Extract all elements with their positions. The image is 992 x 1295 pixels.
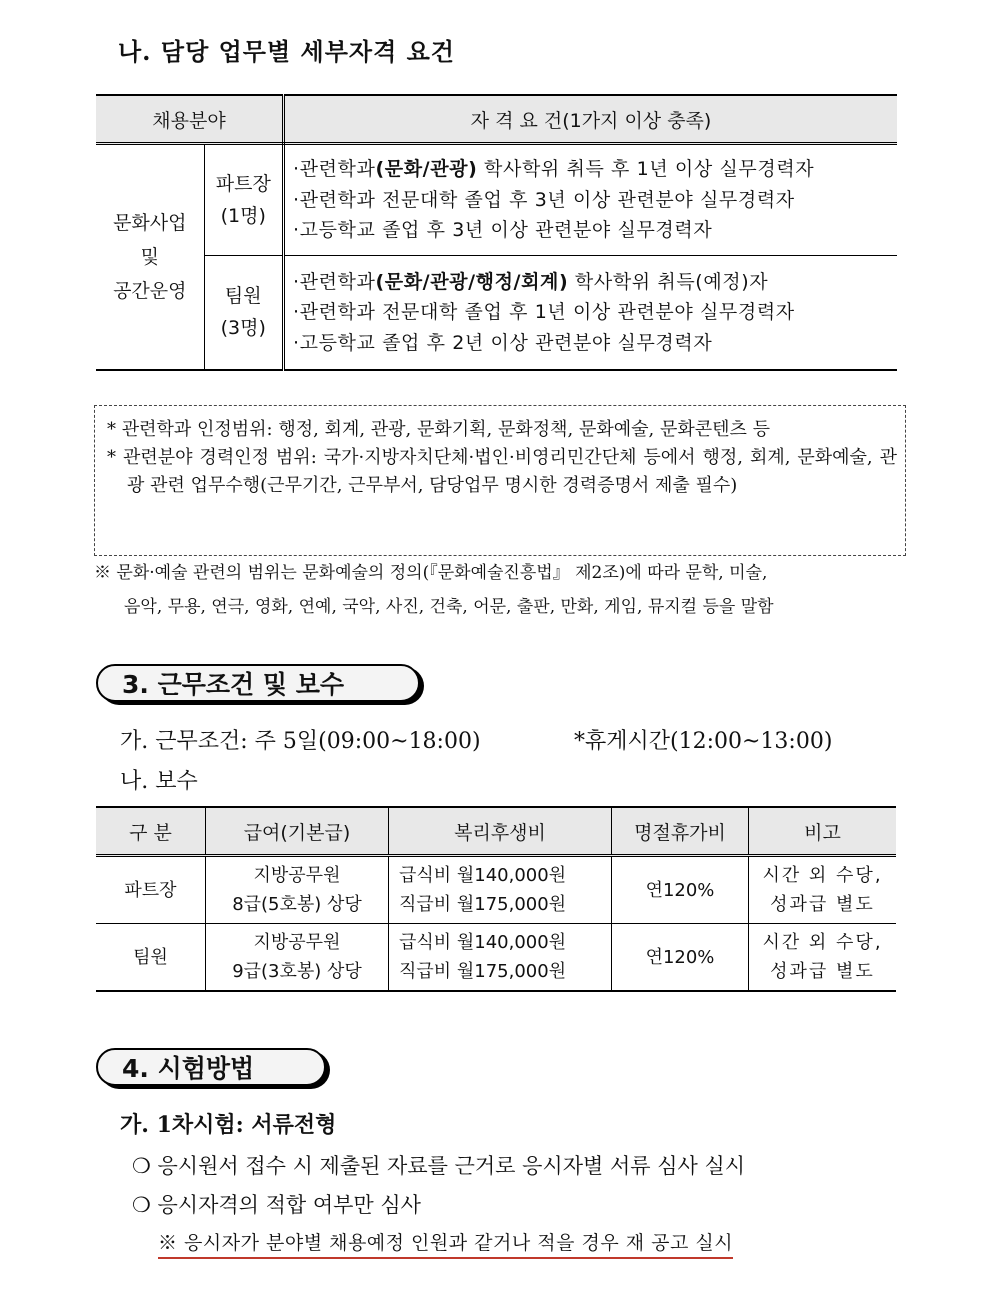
exam-bullet: ❍ 응시원서 접수 시 제출된 자료를 근거로 응시자별 서류 심사 실시 [132, 1154, 746, 1178]
pay-header: 비고 [749, 807, 897, 856]
requirements-cell [284, 256, 898, 370]
group-line: 공간운영 [113, 279, 187, 302]
notes-box [94, 405, 906, 556]
qual-group-cell [96, 144, 204, 370]
role-cell [204, 144, 283, 256]
table-row [96, 856, 896, 924]
pay-category: 팀원 [133, 946, 168, 968]
pay-header: 구 분 [96, 807, 206, 856]
role-cell [204, 256, 283, 370]
pay-header: 명절휴가비 [612, 807, 749, 856]
requirement-line: ·고등학교 졸업 후 3년 이상 관련분야 실무경력자 [293, 219, 713, 242]
remark-line: ※ 문화·예술 관련의 범위는 문화예술의 정의(『문화예술진흥법』 제2조)에 따라 문학, 미술, [94, 563, 768, 583]
exam-bullet: ❍ 응시자격의 적합 여부만 심사 [132, 1193, 421, 1217]
requirement-line: ·관련학과(문화/관광) 학사학위 취득 후 1년 이상 실무경력자 [293, 158, 815, 181]
table-row [96, 924, 896, 992]
sub-heading: 나. 담당 업무별 세부자격 요건 [118, 37, 455, 66]
requirement-line: ·고등학교 졸업 후 2년 이상 관련분야 실무경력자 [293, 331, 713, 354]
role-line: (1명) [220, 205, 266, 227]
pay-note: 시간 외 수당, 성과급 별도 [749, 856, 897, 924]
requirements-cell [284, 144, 898, 256]
requirement-line: ·관련학과(문화/관광/행정/회계) 학사학위 취득(예정)자 [293, 270, 769, 293]
group-line: 및 [140, 245, 159, 268]
section-3-title: 3. 근무조건 및 보수 [96, 664, 420, 702]
note-item: * 관련분야 경력인정 범위: 국가·지방자치단체·법인·비영리민간단체 등에서 행정, 회계, 문화예술, 관광 관련 업무수행(근무기간, 근무부서, 담당업무 명시한 경력증명서 제출 필수) [107, 447, 897, 496]
role-line: 팀원 [224, 285, 262, 308]
group-line: 문화사업 [113, 211, 187, 234]
pay-salary: 지방공무원 9급(3호봉) 상당 [206, 924, 389, 992]
pay-welfare: 급식비 월140,000원 직급비 월175,000원 [389, 924, 612, 992]
qual-header-field: 채용분야 [96, 95, 284, 144]
pay-header: 급여(기본급) [206, 807, 389, 856]
qual-header-requirements: 자 격 요 건(1가지 이상 충족) [284, 95, 898, 144]
remark-line: 음악, 무용, 연극, 영화, 연예, 국악, 사진, 건축, 어문, 출판, 만화, 게임, 뮤지컬 등을 말함 [124, 597, 774, 617]
requirement-line: ·관련학과 전문대학 졸업 후 3년 이상 관련분야 실무경력자 [293, 188, 795, 211]
remark [94, 556, 902, 624]
section-4-title: 4. 시험방법 [96, 1048, 326, 1086]
pay-table [96, 806, 896, 992]
pay-header: 복리후생비 [389, 807, 612, 856]
readvertise-warning: ※ 응시자가 분야별 채용예정 인원과 같거나 적을 경우 재 공고 실시 [158, 1228, 733, 1259]
pay-holiday: 연120% [612, 924, 749, 992]
role-line: 파트장 [215, 173, 271, 195]
role-line: (3명) [220, 317, 266, 340]
pay-note: 시간 외 수당, 성과급 별도 [749, 924, 897, 992]
break-time: *휴게시간(12:00~13:00) [574, 729, 833, 754]
pay-salary: 지방공무원 8급(5호봉) 상당 [206, 856, 389, 924]
work-conditions: 가. 근무조건: 주 5일(09:00~18:00) [120, 729, 481, 754]
qualification-table [96, 94, 897, 371]
requirement-line: ·관련학과 전문대학 졸업 후 1년 이상 관련분야 실무경력자 [293, 301, 795, 323]
pay-category: 파트장 [96, 856, 206, 924]
pay-welfare: 급식비 월140,000원 직급비 월175,000원 [389, 856, 612, 924]
pay-holiday: 연120% [612, 856, 749, 924]
pay-label: 나. 보수 [120, 769, 198, 794]
first-exam: 가. 1차시험: 서류전형 [120, 1112, 337, 1138]
note-item: * 관련학과 인정범위: 행정, 회계, 관광, 문화기획, 문화정책, 문화예술, 문화콘텐츠 등 [107, 419, 771, 440]
